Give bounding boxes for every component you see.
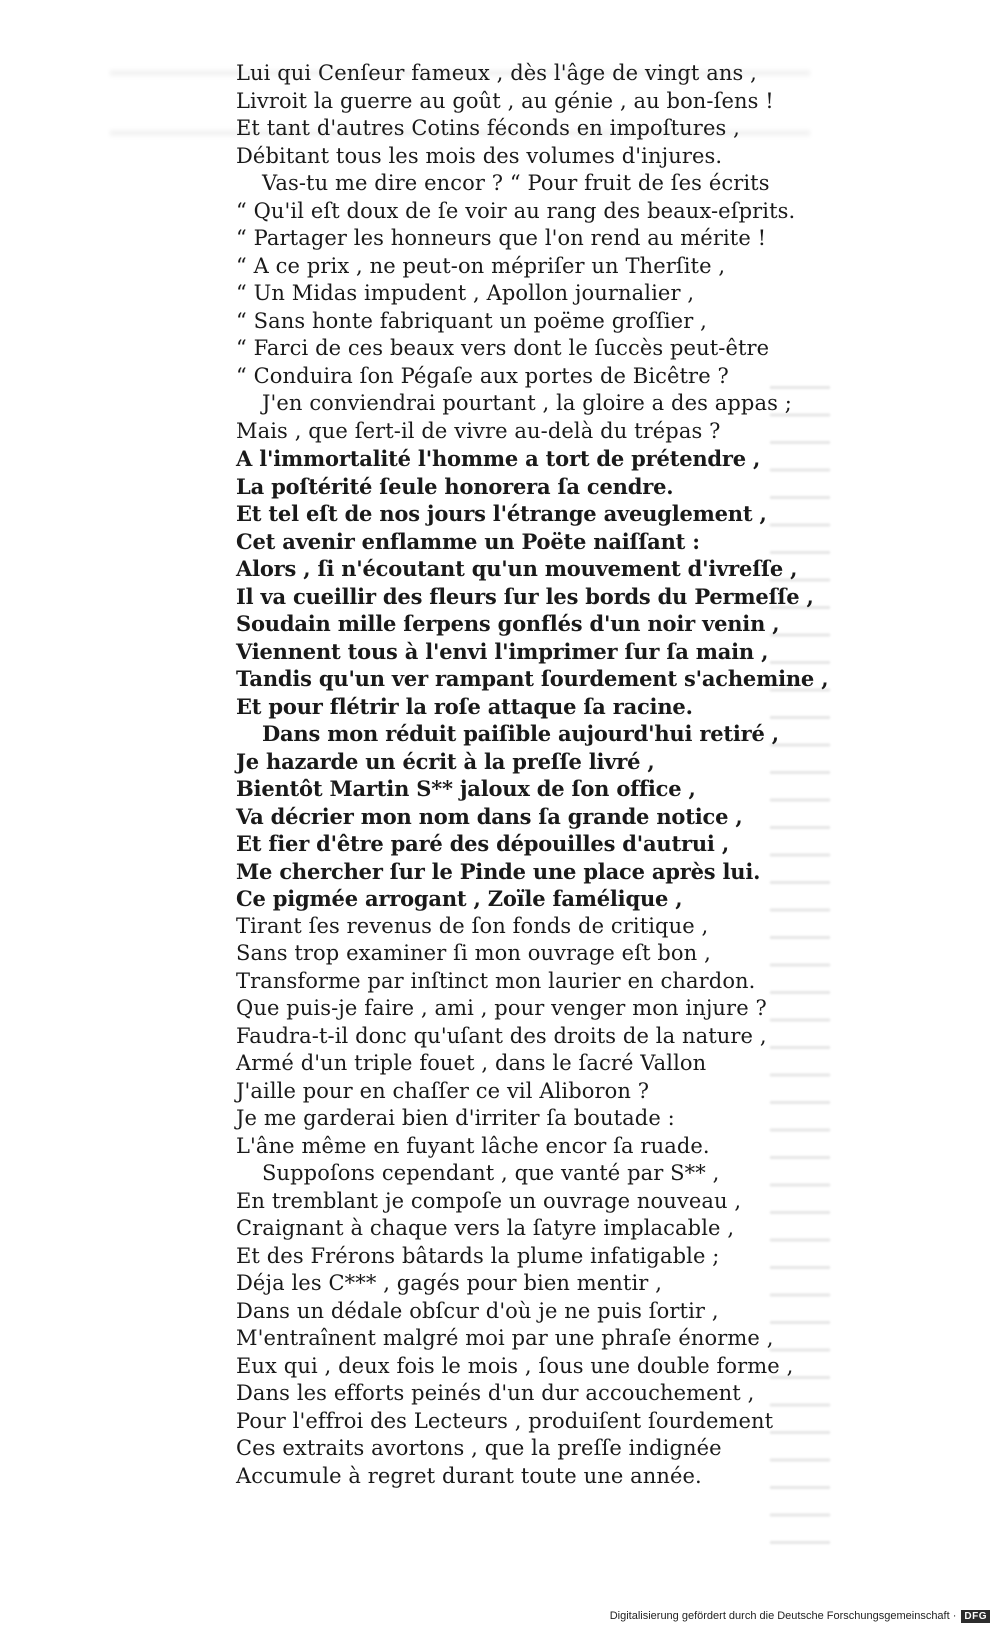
poem-line: Livroit la guerre au goût , au génie , au bon-ſens ! [236,88,774,113]
poem-line: “ A ce prix , ne peut-on mépriſer un Therſite , [236,253,726,278]
poem-line: Dans mon réduit paiſible aujourd'hui retiré , [262,721,779,746]
poem-line: J'aille pour en chaſſer ce vil Aliboron ? [236,1078,650,1103]
poem-line: Eux qui , deux fois le mois , ſous une double forme , [236,1353,794,1378]
poem-line: “ Farci de ces beaux vers dont le ſuccès peut-être [236,336,770,360]
poem-line: Accumule à regret durant toute une année. [236,1463,702,1488]
poem-line: La poſtérité ſeule honorera ſa cendre. [236,473,674,499]
credit-text: Digitalisierung gefördert durch die Deutsche Forschungsgemeinschaft · [609,1610,957,1622]
poem-line: Je me garderai bien d'irriter ſa boutade : [236,1106,675,1130]
poem-line: Armé d'un triple fouet , dans le ſacré Vallon [236,1051,707,1075]
poem-line: Dans un dédale obſcur d'où je ne puis ſortir , [236,1298,719,1323]
poem-line: Bientôt Martin S** jaloux de ſon office , [236,776,696,801]
poem-line: Je hazarde un écrit à la preſſe livré , [236,748,655,774]
poem-line: J'en conviendrai pourtant , la gloire a des appas ; [262,391,792,415]
poem-line: Dans les efforts peinés d'un dur accouchement , [236,1381,755,1405]
poem-line: Viennent tous à l'envi l'imprimer ſur ſa main , [236,638,769,664]
digitization-credit [610,1607,990,1625]
poem-line: Ce pigmée arrogant , Zoïle famélique , [236,886,683,911]
poem-line: Transforme par inſtinct mon laurier en chardon. [236,968,756,993]
poem-line: Et fier d'être paré des dépouilles d'autrui , [236,831,729,856]
poem-line: Et tel eſt de nos jours l'étrange aveuglement , [236,501,767,526]
poem-line: Vas-tu me dire encor ? “ Pour fruit de ſes écrits [262,171,770,195]
poem-line: Tirant ſes revenus de ſon fonds de critique , [236,913,709,938]
poem-line: “ Un Midas impudent , Apollon journalier , [236,281,695,305]
poem-line: “ Sans honte fabriquant un poëme groſſier , [236,308,707,333]
poem-line: Ces extraits avortons , que la preſſe indignée [236,1436,722,1460]
poem-line: Soudain mille ſerpens gonflés d'un noir venin , [236,611,780,636]
poem-line: Et tant d'autres Cotins féconds en impoſtures , [236,116,740,140]
poem-line: Déja les C*** , gagés pour bien mentir , [236,1271,662,1295]
poem-line: Que puis-je faire , ami , pour venger mon injure ? [236,996,767,1020]
poem-line: Alors , ſi n'écoutant qu'un mouvement d'ivreſſe , [236,556,798,581]
poem-line: Il va cueillir des fleurs ſur les bords du Permeſſe , [236,583,814,609]
poem-line: M'entraînent malgré moi par une phraſe énorme , [236,1326,774,1350]
poem-line: “ Conduira ſon Pégaſe aux portes de Bicêtre ? [236,363,729,388]
dfg-logo: DFG [961,1610,990,1623]
poem-line: Débitant tous les mois des volumes d'injures. [236,143,723,168]
poem-line: Suppoſons cependant , que vanté par S** , [262,1161,720,1185]
poem-line: Craignant à chaque vers la ſatyre implacable , [236,1216,735,1240]
poem-line: Me chercher ſur le Pinde une place après lui. [236,858,761,884]
poem-line: Lui qui Cenſeur fameux , dès l'âge de vingt ans , [236,61,757,85]
poem-line: “ Partager les honneurs que l'on rend au mérite ! [236,226,767,250]
poem-line: L'âne même en fuyant lâche encor ſa ruade. [236,1133,710,1158]
poem-line: Faudra-t-il donc qu'uſant des droits de la nature , [236,1023,767,1048]
poem-line: Pour l'effroi des Lecteurs , produiſent ſourdement [236,1408,774,1433]
poem-line: En tremblant je compoſe un ouvrage nouveau , [236,1188,742,1213]
poem-line: Mais , que ſert-il de vivre au-delà du trépas ? [236,418,721,443]
poem-line: “ Qu'il eſt doux de ſe voir au rang des beaux-eſprits. [236,198,796,223]
poem-line: Va décrier mon nom dans ſa grande notice , [236,803,743,829]
poem-line: Et pour flétrir la roſe attaque ſa racine. [236,693,693,719]
poem-line: Tandis qu'un ver rampant ſourdement s'achemine , [236,666,829,691]
poem-line: Sans trop examiner ſi mon ouvrage eſt bon , [236,941,711,965]
poem-line: A l'immortalité l'homme a tort de prétendre , [236,446,761,471]
poem-line: Et des Frérons bâtards la plume infatigable ; [236,1243,720,1268]
poem-line: Cet avenir enflamme un Poëte naiſſant : [236,528,700,554]
